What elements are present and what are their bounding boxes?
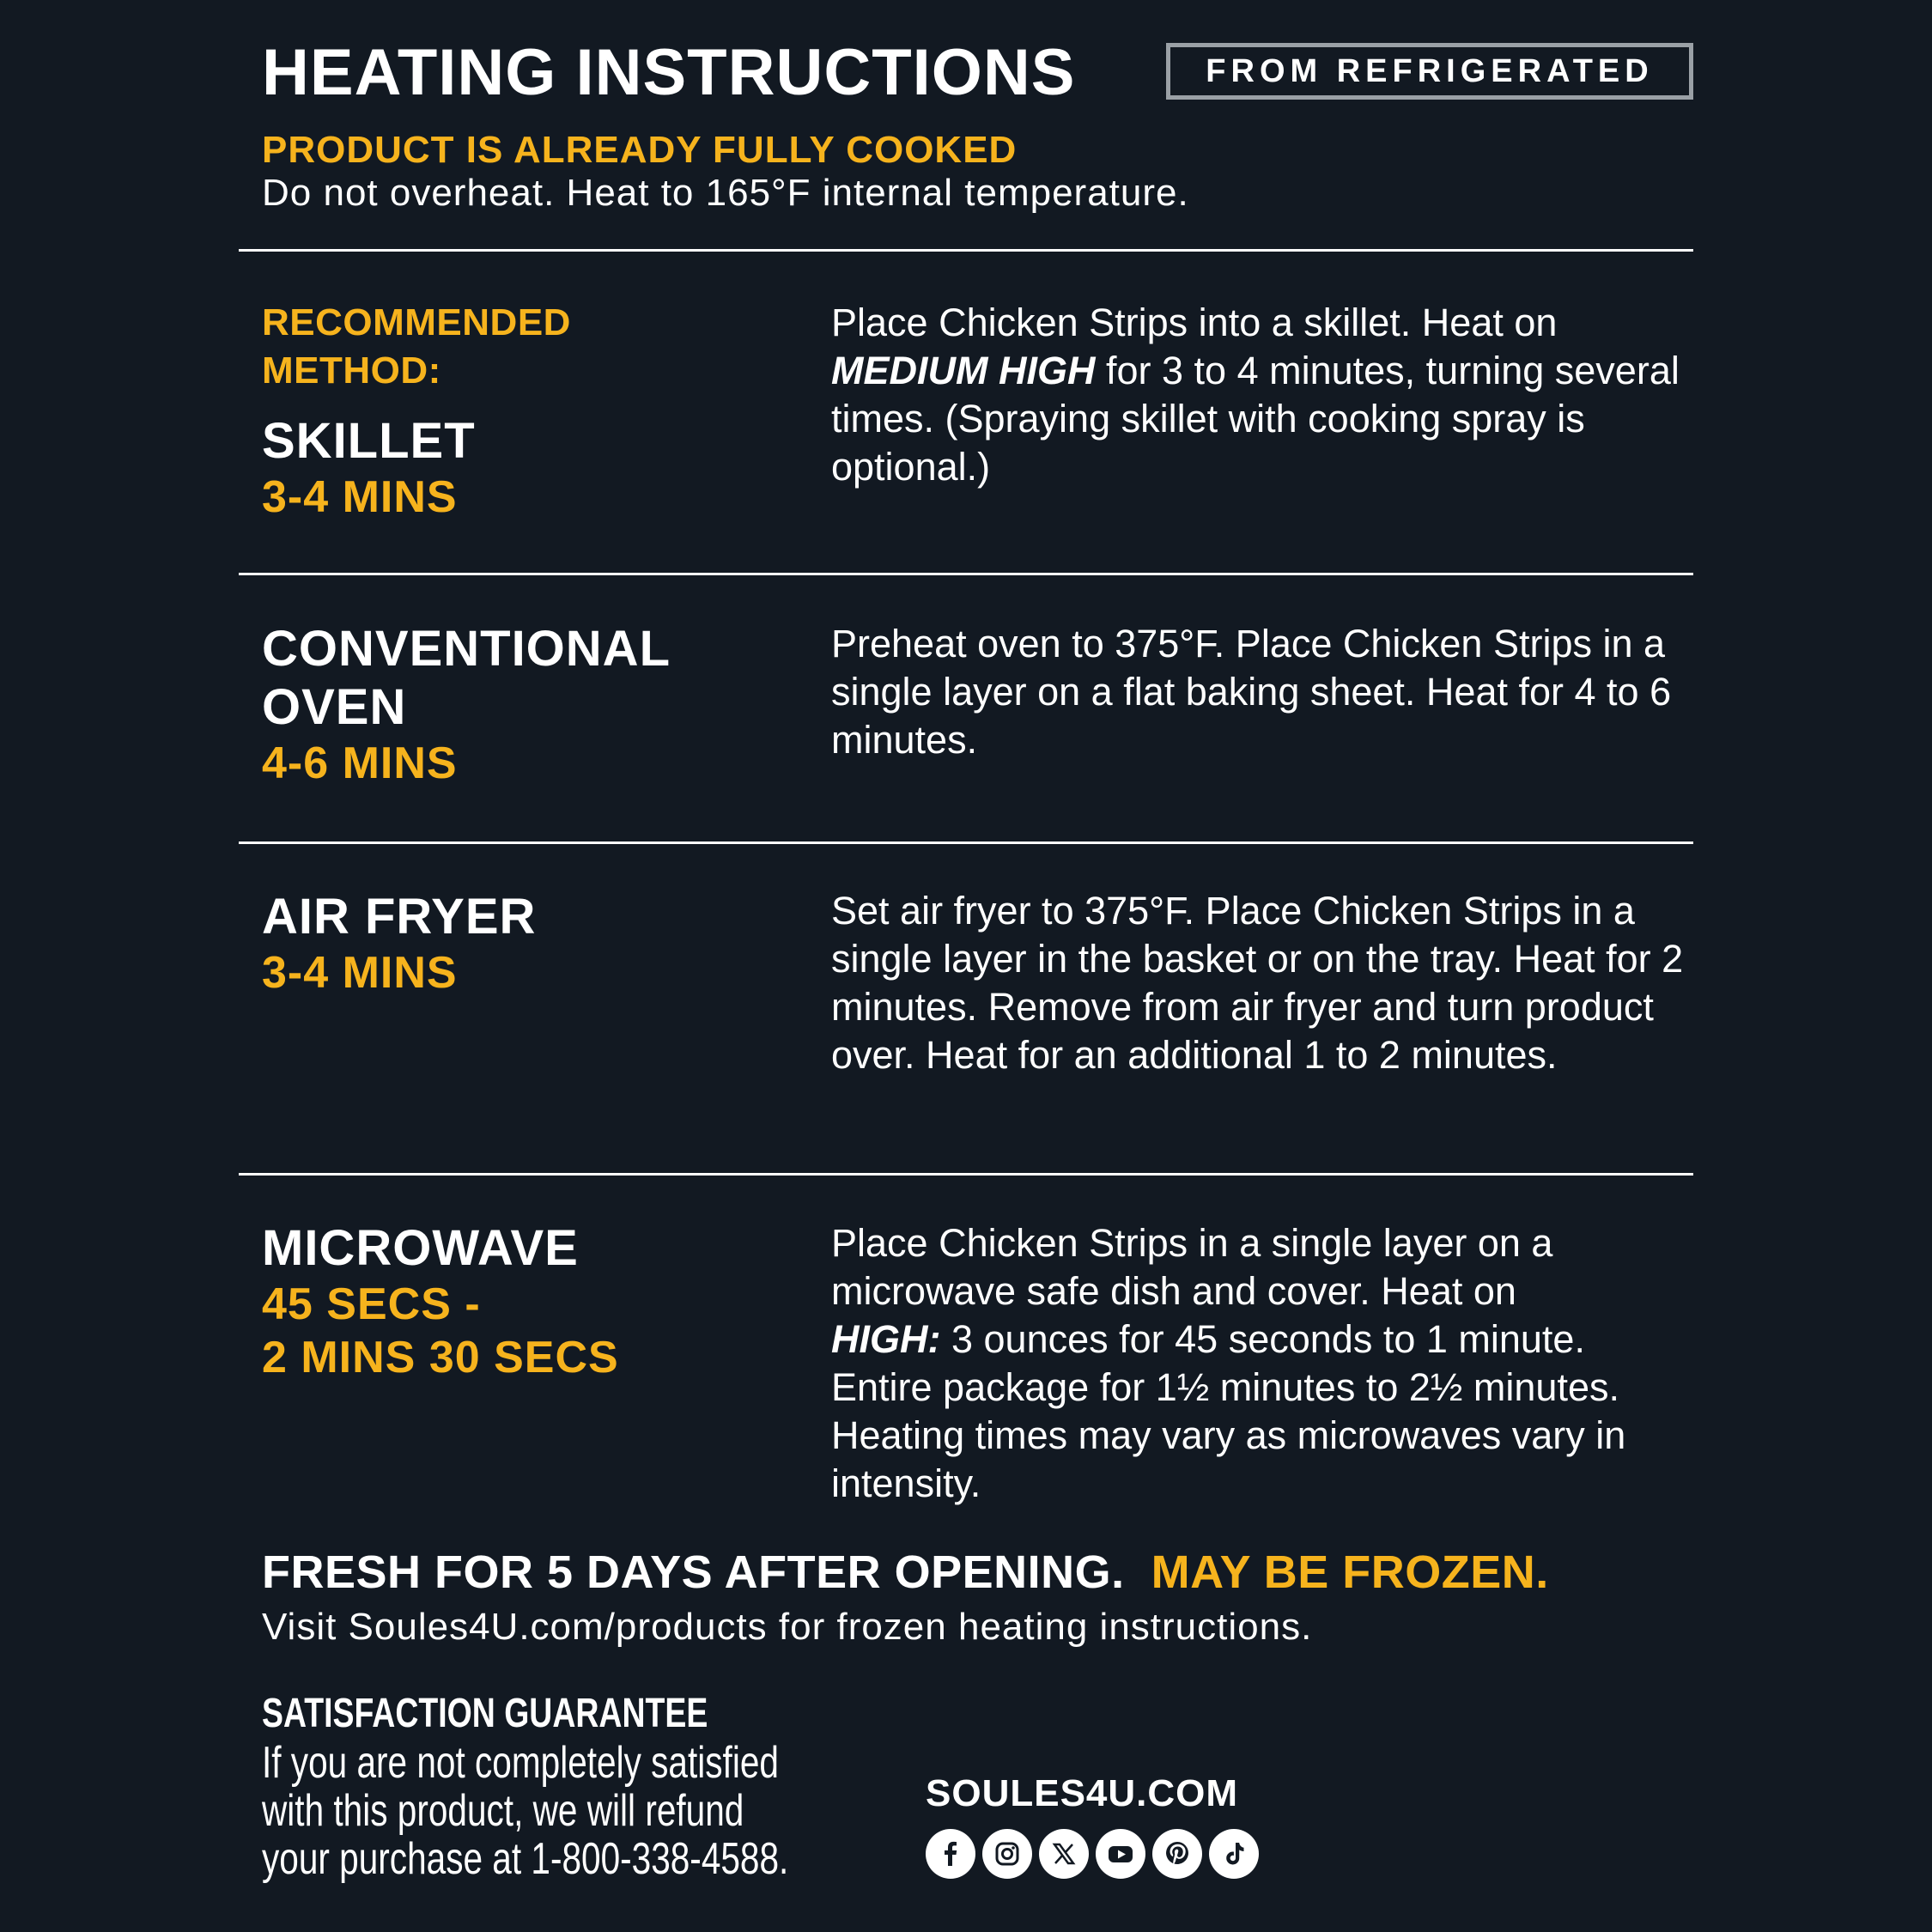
divider	[239, 1173, 1693, 1176]
frozen-instructions-link: Visit Soules4U.com/products for frozen heating instructions.	[262, 1606, 1313, 1648]
storage-notice	[262, 1546, 1549, 1599]
instagram-icon	[982, 1829, 1032, 1879]
method-oven-description: Preheat oven to 375°F. Place Chicken Strips in a single layer on a flat baking sheet. Heat for 4 to 6 minutes.	[831, 622, 1672, 762]
guarantee-body: If you are not completely satisfied with this product, we will refund your purchase at 1-800-338-4588.	[262, 1738, 789, 1884]
heat-level: HIGH:	[831, 1317, 941, 1361]
divider	[239, 841, 1693, 844]
divider	[239, 573, 1693, 575]
fresh-days: FRESH FOR 5 DAYS AFTER OPENING.	[262, 1546, 1125, 1598]
method-name: SKILLET	[262, 413, 476, 469]
overheat-warning: Do not overheat. Heat to 165°F internal temperature.	[262, 172, 1189, 214]
method-name: AIR FRYER	[262, 889, 537, 945]
guarantee-title: SATISFACTION GUARANTEE	[262, 1691, 708, 1736]
recommended-label: RECOMMENDED	[262, 301, 571, 343]
method-microwave-label	[262, 1219, 619, 1384]
social-icons	[926, 1829, 1259, 1879]
may-be-frozen: MAY BE FROZEN.	[1151, 1546, 1549, 1598]
method-skillet-description: Place Chicken Strips into a skillet. Heat on MEDIUM HIGH for 3 to 4 minutes, turning several times. (Spraying skillet with cooking spray is optional.)	[831, 301, 1680, 489]
method-name-line2: OVEN	[262, 679, 407, 735]
website-url: SOULES4U.COM	[926, 1772, 1239, 1814]
method-airfryer-description: Set air fryer to 375°F. Place Chicken Strips in a single layer in the basket or on the tray. Heat for 2 minutes. Remove from air fryer and turn product over. Heat for an additional 1 to 2 minutes.	[831, 889, 1684, 1077]
method-name: MICROWAVE	[262, 1220, 579, 1276]
method-time: 3-4 MINS	[262, 948, 458, 998]
method-label: METHOD:	[262, 349, 441, 392]
method-skillet-label	[262, 299, 571, 524]
method-microwave-description: Place Chicken Strips in a single layer on a microwave safe dish and cover. Heat on HIGH: 3 ounces for 45 seconds to 1 minute. Entire package for 1½ minutes to 2½ minutes. Heating times may vary as microwaves vary in intensity.	[831, 1221, 1626, 1505]
method-time: 3-4 MINS	[262, 472, 458, 522]
method-time-line2: 2 MINS 30 SECS	[262, 1333, 619, 1382]
pinterest-icon	[1152, 1829, 1202, 1879]
heat-level: MEDIUM HIGH	[831, 349, 1096, 392]
method-oven-label	[262, 620, 671, 790]
method-time: 4-6 MINS	[262, 738, 458, 788]
method-time: 45 SECS -	[262, 1279, 481, 1329]
method-name: CONVENTIONAL	[262, 621, 671, 677]
tiktok-icon	[1209, 1829, 1259, 1879]
divider	[239, 249, 1693, 252]
facebook-icon	[926, 1829, 975, 1879]
youtube-icon	[1096, 1829, 1145, 1879]
fully-cooked-notice: PRODUCT IS ALREADY FULLY COOKED	[262, 129, 1018, 171]
refrigerated-badge: FROM REFRIGERATED	[1166, 43, 1693, 100]
x-icon	[1039, 1829, 1089, 1879]
page-title: HEATING INSTRUCTIONS	[262, 36, 1076, 109]
method-airfryer-label	[262, 888, 536, 999]
